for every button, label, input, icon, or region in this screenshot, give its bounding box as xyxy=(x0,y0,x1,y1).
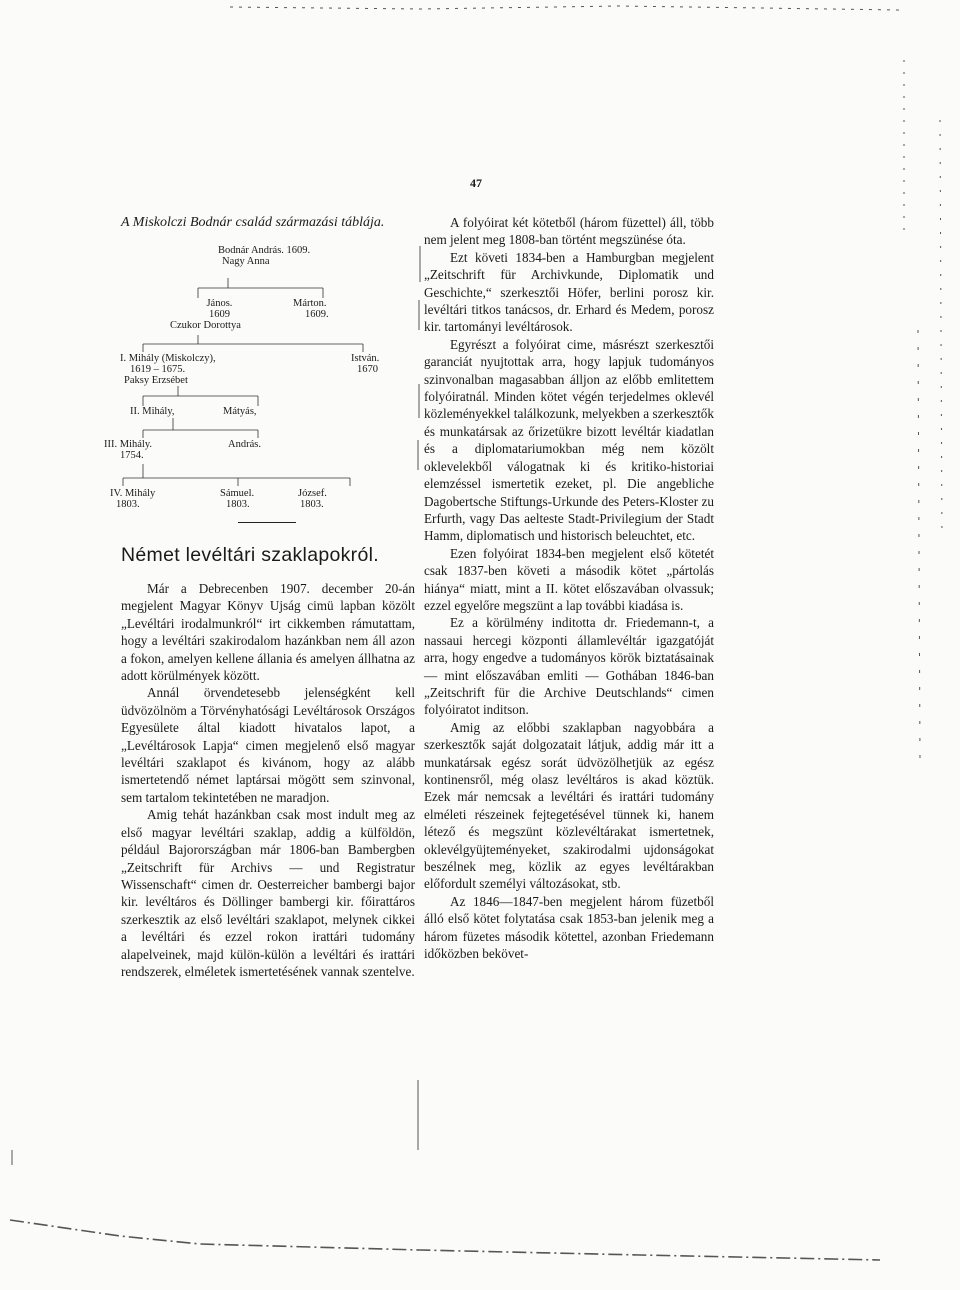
node-year: 1803. xyxy=(116,499,140,510)
section-title: Német levéltári szaklapokról. xyxy=(121,544,379,566)
node-label: Márton. xyxy=(293,298,327,309)
node-year: 1609. xyxy=(305,309,329,320)
node-label: István. xyxy=(351,353,380,364)
node-label: Bodnár András. 1609. xyxy=(218,245,311,256)
node-year: 1803. xyxy=(300,499,324,510)
node-label: II. Mihály, xyxy=(130,406,175,417)
paragraph: Amig tehát hazánkban csak most indult meg az első magyar levéltári szaklap, addig a külföldön, például Bajorországban már 1806-ban Bambergben „Zeitschrift für Archivs — und Registratur Wissenschaft“ cimen dr. Oesterreicher bambergi bajor kir. levéltáros és Döllinger bambergi kir. főirattáros szerkesztik az első levéltári szaklapot, melynek cikkei a levéltári és ezzel rokon irattári tudomány alapelveinek, majd külön-külön a levéltári és irattári rendszerek, elméletek ismertetésének vannak szentelve. xyxy=(121,807,415,979)
genealogy-caption: A Miskolczi Bodnár család származási táblája. xyxy=(121,215,385,230)
paragraph: Már a Debrecenben 1907. december 20-án megjelent Magyar Könyv Ujság cimü lapban közölt „Levéltári irodalmunkról“ irt cikkemben rámutattam, hogy a levéltári szakirodalom hazánkban nem áll azon a fokon, amelyen kellene állania és amelyen állhatna az adott körülmények között. xyxy=(121,581,415,684)
paragraph: A folyóirat két kötetből (három füzettel) áll, több nem jelent meg 1808-ban történt megszünése óta. xyxy=(424,215,714,248)
paragraph: Amig az előbbi szaklapban nagyobbára a szerkesztők saját dolgozatait látjuk, addig már itt a munkatársak egész sorát üdvözölhetjük az egész kontinensről, még olasz levéltáros is akad köztük. Ezek már nemcsak a levéltári és irattári tudomány elméleti részeinek fejtegetésével tünnek ki, hanem létező és megszünt közlevéltárakat ismertetnek, oklevélgyüjteményeket, szakirodalmi ujdonságokat beszélnek meg, közlik az egyes levéltárakban előfordult személyi változásokat, stb. xyxy=(424,719,714,892)
node-label: IV. Mihály xyxy=(110,488,156,499)
node-year: 1670 xyxy=(357,364,378,375)
node-year: 1609 xyxy=(208,309,230,320)
paragraph: Ez a körülmény inditotta dr. Friedemann-t, a nassaui hercegi központi államlevéltár igazgatóját arra, hogy engedve a tudományos körök biztatásainak — mint előszavában emliti — Gothában 1846-ban „Zeitschrift für die Archive Deutschlands“ cimen folyóiratot inditson. xyxy=(424,615,714,718)
node-spouse: Nagy Anna xyxy=(222,256,270,267)
node-label: József. xyxy=(298,488,327,499)
node-year: 1754. xyxy=(120,450,144,461)
paragraph: Annál örvendetesebb jelenségként kell üdvözölnöm a Törvényhatósági Levéltárosok Országos Egyesülete által kiadott hivatalos lapot, a „Levéltárosok Lapja“ cimen megjelenő első magyar levéltári szaklapot és kivánom, hogy az alább ismertetendő német laptársai mögött sem szinvonal, sem tartalom tekintetében ne maradjon. xyxy=(121,685,415,805)
node-label: Mátyás, xyxy=(223,406,257,417)
node-label: I. Mihály (Miskolczy), xyxy=(120,353,216,364)
node-label: III. Mihály. xyxy=(104,439,153,450)
node-year: 1619 – 1675. xyxy=(130,364,186,375)
node-label: Sámuel. xyxy=(220,488,255,499)
paragraph: Ezt követi 1834-ben a Hamburgban megjelent „Zeitschrift für Archivkunde, Diplomatik und Geschichte,“ szerkesztői Höfer, berlini porosz kir. levéltári titkos tanácsos, dr. Erhard és Medem, porosz kir. tartományi levéltárosok. xyxy=(424,249,714,335)
node-year: 1803. xyxy=(226,499,250,510)
node-spouse: Paksy Erzsébet xyxy=(124,375,188,386)
node-label: János. xyxy=(206,298,233,309)
node-spouse: Czukor Dorottya xyxy=(170,320,241,331)
paragraph: Az 1846—1847-ben megjelent három füzetből álló első kötet folytatása csak 1853-ban jelenik meg a három füzetes második kötettel, azonban Friedemann időközben bekövet- xyxy=(424,893,714,962)
page-number: 47 xyxy=(470,176,482,190)
node-label: András. xyxy=(228,439,261,450)
paragraph: Egyrészt a folyóirat cime, másrészt szerkesztői garanciát nyujtottak arra, hogy lapjuk tudományos szinvonalban magasabban álljon az előbb emlitettem folyóiratnál. Minden kötet végén terjedelmes oklevél közleményekkel találkozunk, melyekben a szerkesztők és munkatársak az őrizetükre bizott levéltár kiadatlan és a diplomatariumokban még nem közölt oklevelekből válogatnak ki és kritiko-historiai elemzéssel ismertetik ezeket, pl. Die angebliche Dagobertsche Stiftungs-Urkunde des Peters-Kloster zu Erfurth, vagy Das aelteste Stadt-Privilegium der Stadt Hamm, diplomatisch und historisch beleuchtet, etc. xyxy=(424,336,714,544)
paragraph: Ezen folyóirat 1834-ben megjelent első kötetét csak 1837-ben követi a második kötet „pártolás hiánya“ miatt, mint a II. kötet előszavában olvassuk; ezzel egyelőre megszünt a lap további kiadása is. xyxy=(424,545,714,613)
